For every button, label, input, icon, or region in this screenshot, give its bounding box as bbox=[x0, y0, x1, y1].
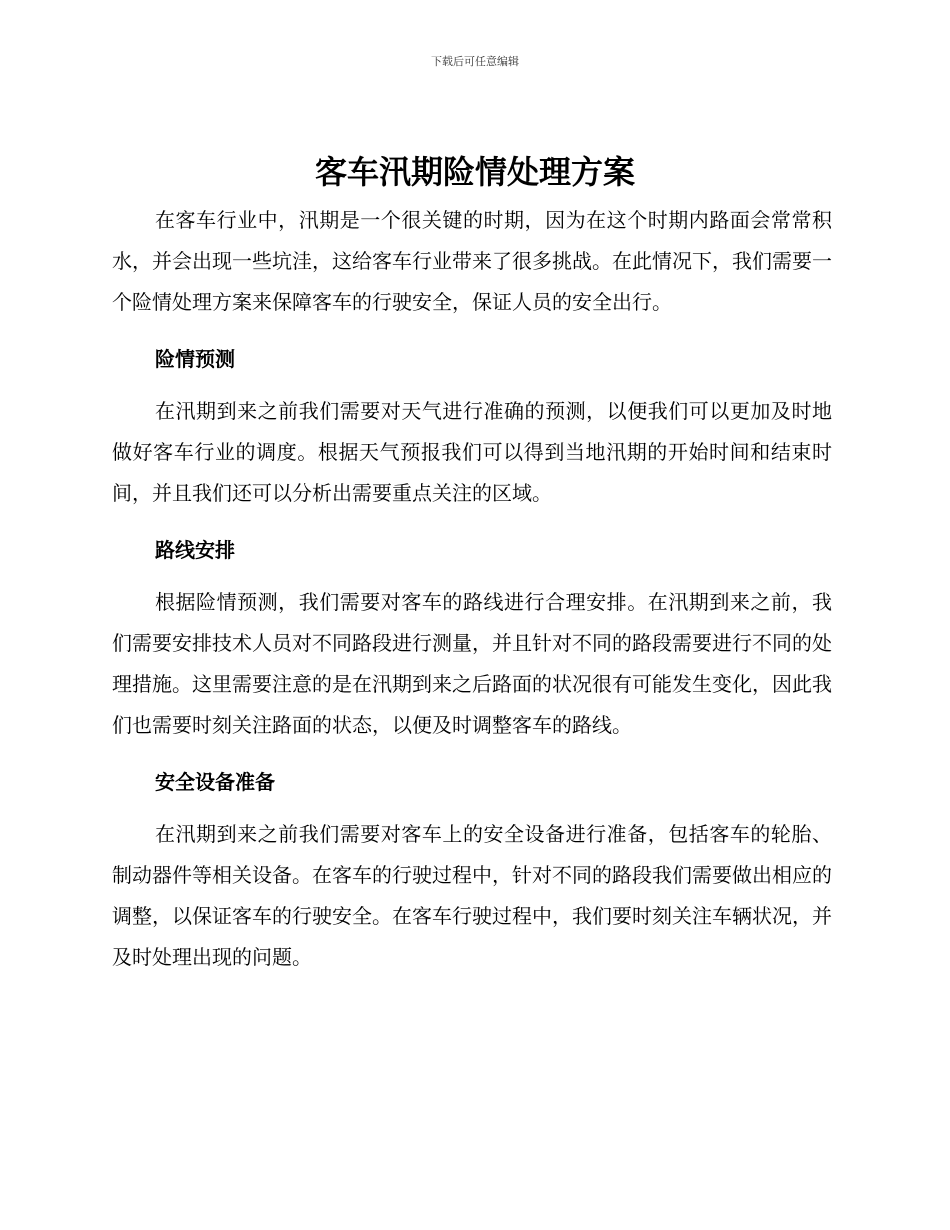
section-paragraph-equipment: 在汛期到来之前我们需要对客车上的安全设备进行准备，包括客车的轮胎、制动器件等相关设备。在客车的行驶过程中，针对不同的路段我们需要做出相应的调整，以保证客车的行驶安全。在客车行驶过程中，我们要时刻关注车辆状况，并及时处理出现的问题。 bbox=[112, 822, 832, 969]
document-body bbox=[112, 200, 832, 978]
section-paragraph-forecast: 在汛期到来之前我们需要对天气进行准确的预测，以便我们可以更加及时地做好客车行业的调度。根据天气预报我们可以得到当地汛期的开始时间和结束时间，并且我们还可以分析出需要重点关注的区域。 bbox=[112, 399, 832, 505]
document-title: 客车汛期险情处理方案 bbox=[314, 153, 635, 191]
section-heading-forecast: 险情预测 bbox=[155, 347, 235, 371]
section-heading-route: 路线安排 bbox=[155, 538, 235, 562]
section-heading-equipment: 安全设备准备 bbox=[155, 770, 275, 794]
header-note: 下载后可任意编辑 bbox=[431, 55, 519, 68]
section-paragraph-route: 根据险情预测，我们需要对客车的路线进行合理安排。在汛期到来之前，我们需要安排技术人员对不同路段进行测量，并且针对不同的路段需要进行不同的处理措施。这里需要注意的是在汛期到来之后路面的状况很有可能发生变化，因此我们也需要时刻关注路面的状态，以便及时调整客车的路线。 bbox=[112, 590, 832, 737]
intro-paragraph: 在客车行业中，汛期是一个很关键的时期，因为在这个时期内路面会常常积水，并会出现一些坑洼，这给客车行业带来了很多挑战。在此情况下，我们需要一个险情处理方案来保障客车的行驶安全，保证人员的安全出行。 bbox=[112, 208, 832, 314]
